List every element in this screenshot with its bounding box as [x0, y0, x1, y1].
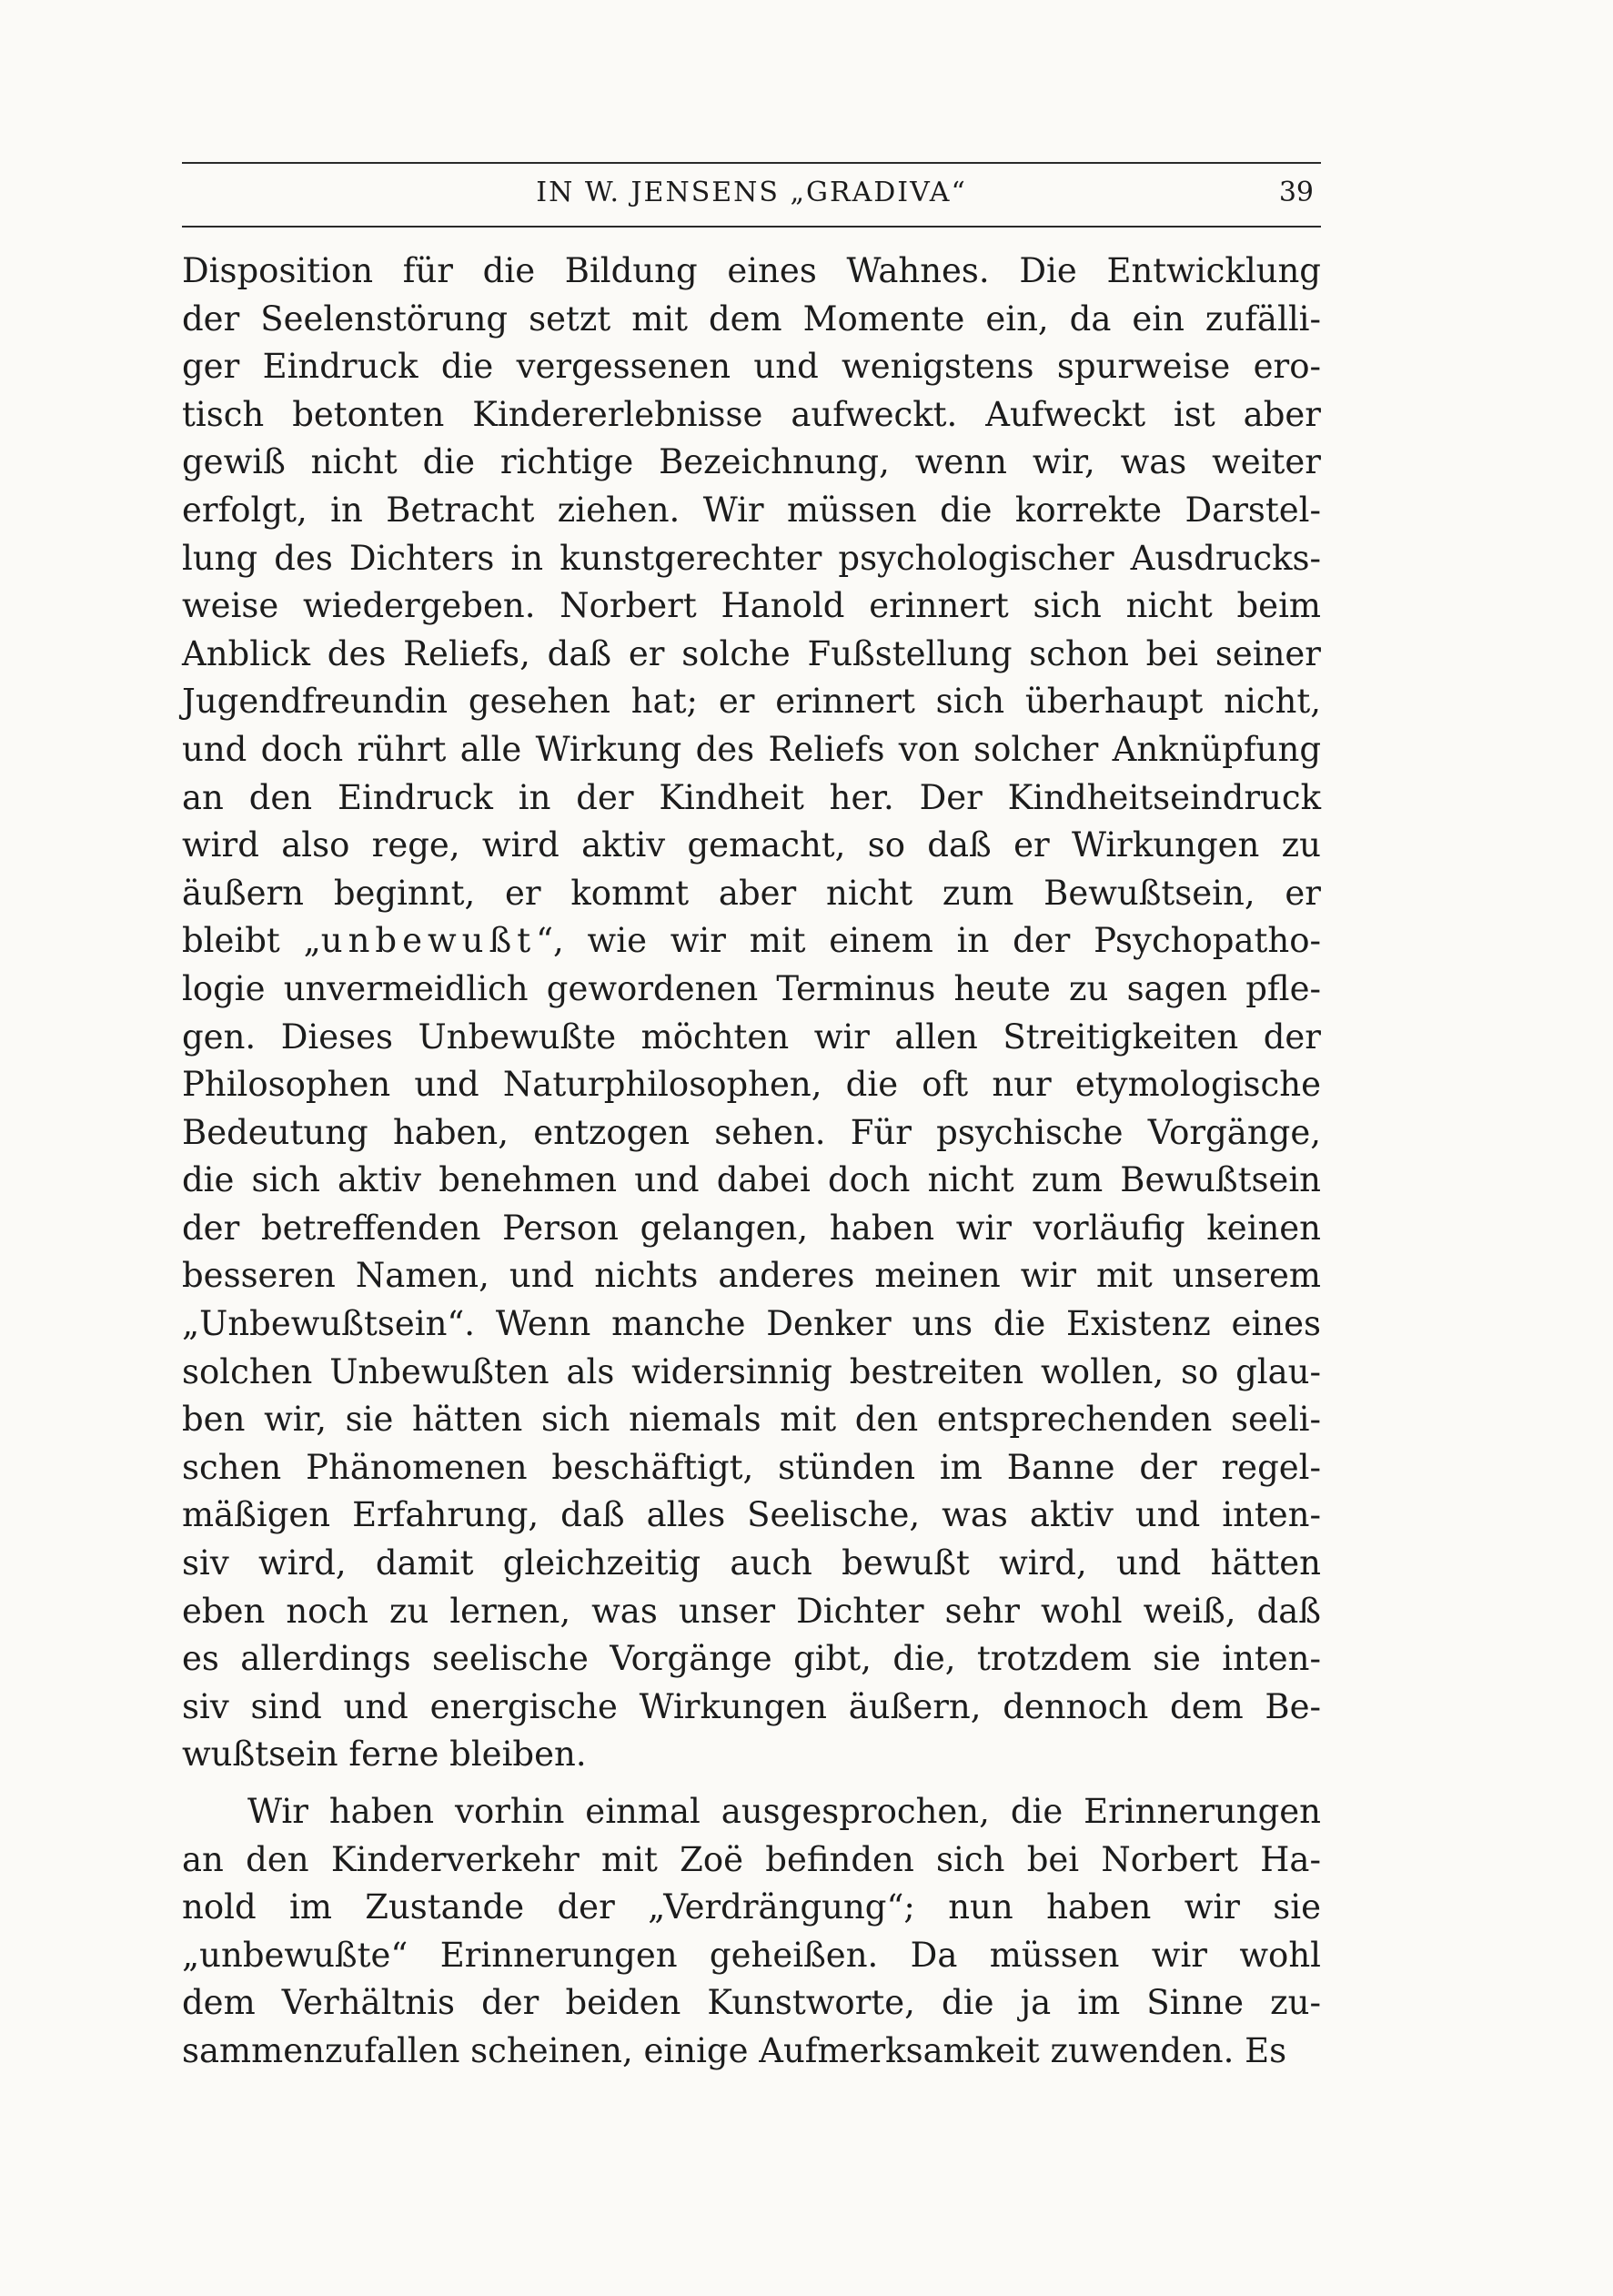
text-line: Wir haben vorhin einmal ausgesprochen, die Erinnerungen — [247, 1792, 1321, 1831]
text-line: ben wir, sie hätten sich niemals mit den entsprechenden seeli- — [182, 1400, 1321, 1440]
running-head-title: IN W. JENSENS „GRADIVA“ — [536, 177, 967, 208]
text-line: die sich aktiv benehmen und dabei doch nicht zum Bewußtsein — [182, 1160, 1321, 1200]
text-line: eben noch zu lernen, was unser Dichter sehr wohl weiß, daß — [182, 1591, 1321, 1631]
text-line: wußtsein ferne bleiben. — [182, 1735, 587, 1775]
header-rule-top — [182, 162, 1321, 164]
page-number: 39 — [1278, 177, 1314, 208]
text-line: nold im Zustande der „Verdrängung“; nun haben wir sie — [182, 1887, 1321, 1927]
text-line: mäßigen Erfahrung, daß alles Seelische, was aktiv und inten- — [182, 1495, 1321, 1535]
text-line: „Unbewußtsein“. Wenn manche Denker uns die Existenz eines — [182, 1304, 1321, 1344]
paragraph — [182, 1788, 1321, 2076]
text-line: weise wiedergeben. Norbert Hanold erinnert sich nicht beim — [182, 586, 1321, 626]
text-line: dem Verhältnis der beiden Kunstworte, die ja im Sinne zu- — [182, 1983, 1321, 2023]
text-line: gen. Dieses Unbewußte möchten wir allen Streitigkeiten der — [182, 1017, 1321, 1057]
text-line: lung des Dichters in kunstgerechter psychologischer Ausdrucks- — [182, 538, 1321, 578]
text-line: Disposition für die Bildung eines Wahnes. Die Entwicklung — [182, 251, 1321, 290]
text-line: tisch betonten Kindererlebnisse aufweckt. Aufweckt ist aber — [182, 394, 1321, 434]
text-line: Anblick des Reliefs, daß er solche Fußstellung schon bei seiner — [182, 633, 1321, 673]
spaced-emphasis: unbewußt — [320, 921, 537, 961]
running-head — [182, 169, 1321, 217]
text-line: Bedeutung haben, entzogen sehen. Für psychische Vorgänge, — [182, 1112, 1321, 1152]
body-text — [182, 248, 1321, 2076]
text-line: gewiß nicht die richtige Bezeichnung, wenn wir, was weiter — [182, 442, 1321, 482]
text-line: solchen Unbewußten als widersinnig bestreiten wollen, so glau- — [182, 1351, 1321, 1391]
text-line: erfolgt, in Betracht ziehen. Wir müssen die korrekte Darstel- — [182, 490, 1321, 530]
text-line: an den Eindruck in der Kindheit her. Der Kindheitseindruck — [182, 777, 1321, 817]
text-line: Jugendfreundin gesehen hat; er erinnert sich überhaupt nicht, — [182, 682, 1321, 722]
text-line: es allerdings seelische Vorgänge gibt, die, trotzdem sie inten- — [182, 1639, 1321, 1679]
text-line: siv wird, damit gleichzeitig auch bewußt wird, und hätten — [182, 1543, 1321, 1583]
text-line: besseren Namen, und nichts anderes meinen wir mit unserem — [182, 1256, 1321, 1296]
text-line: der betreffenden Person gelangen, haben wir vorläufig keinen — [182, 1208, 1321, 1248]
paragraph — [182, 248, 1321, 1779]
text-fragment: “, wie wir mit einem in der Psychopatho- — [536, 921, 1321, 961]
text-line: und doch rührt alle Wirkung des Reliefs von solcher Anknüpfung — [182, 729, 1321, 769]
text-line — [182, 917, 1321, 966]
text-line: siv sind und energische Wirkungen äußern, dennoch dem Be- — [182, 1686, 1321, 1726]
text-line: an den Kinderverkehr mit Zoë befinden sich bei Norbert Ha- — [182, 1839, 1321, 1879]
text-line: Philosophen und Naturphilosophen, die oft nur etymologische — [182, 1065, 1321, 1105]
text-line: äußern beginnt, er kommt aber nicht zum Bewußtsein, er — [182, 873, 1321, 913]
text-line: schen Phänomenen beschäftigt, stünden im Banne der regel- — [182, 1447, 1321, 1487]
text-line: wird also rege, wird aktiv gemacht, so daß er Wirkungen zu — [182, 825, 1321, 865]
header-rule-bottom — [182, 226, 1321, 228]
text-line: ger Eindruck die vergessenen und wenigstens spurweise ero- — [182, 347, 1321, 387]
text-line: sammenzufallen scheinen, einige Aufmerksamkeit zuwenden. Es — [182, 2030, 1287, 2070]
text-fragment: bleibt „ — [182, 921, 321, 961]
text-line: logie unvermeidlich gewordenen Terminus heute zu sagen pfle- — [182, 968, 1321, 1008]
text-line: „unbewußte“ Erinnerungen geheißen. Da müssen wir wohl — [182, 1935, 1321, 1975]
text-line: der Seelenstörung setzt mit dem Momente ein, da ein zufälli- — [182, 298, 1321, 339]
